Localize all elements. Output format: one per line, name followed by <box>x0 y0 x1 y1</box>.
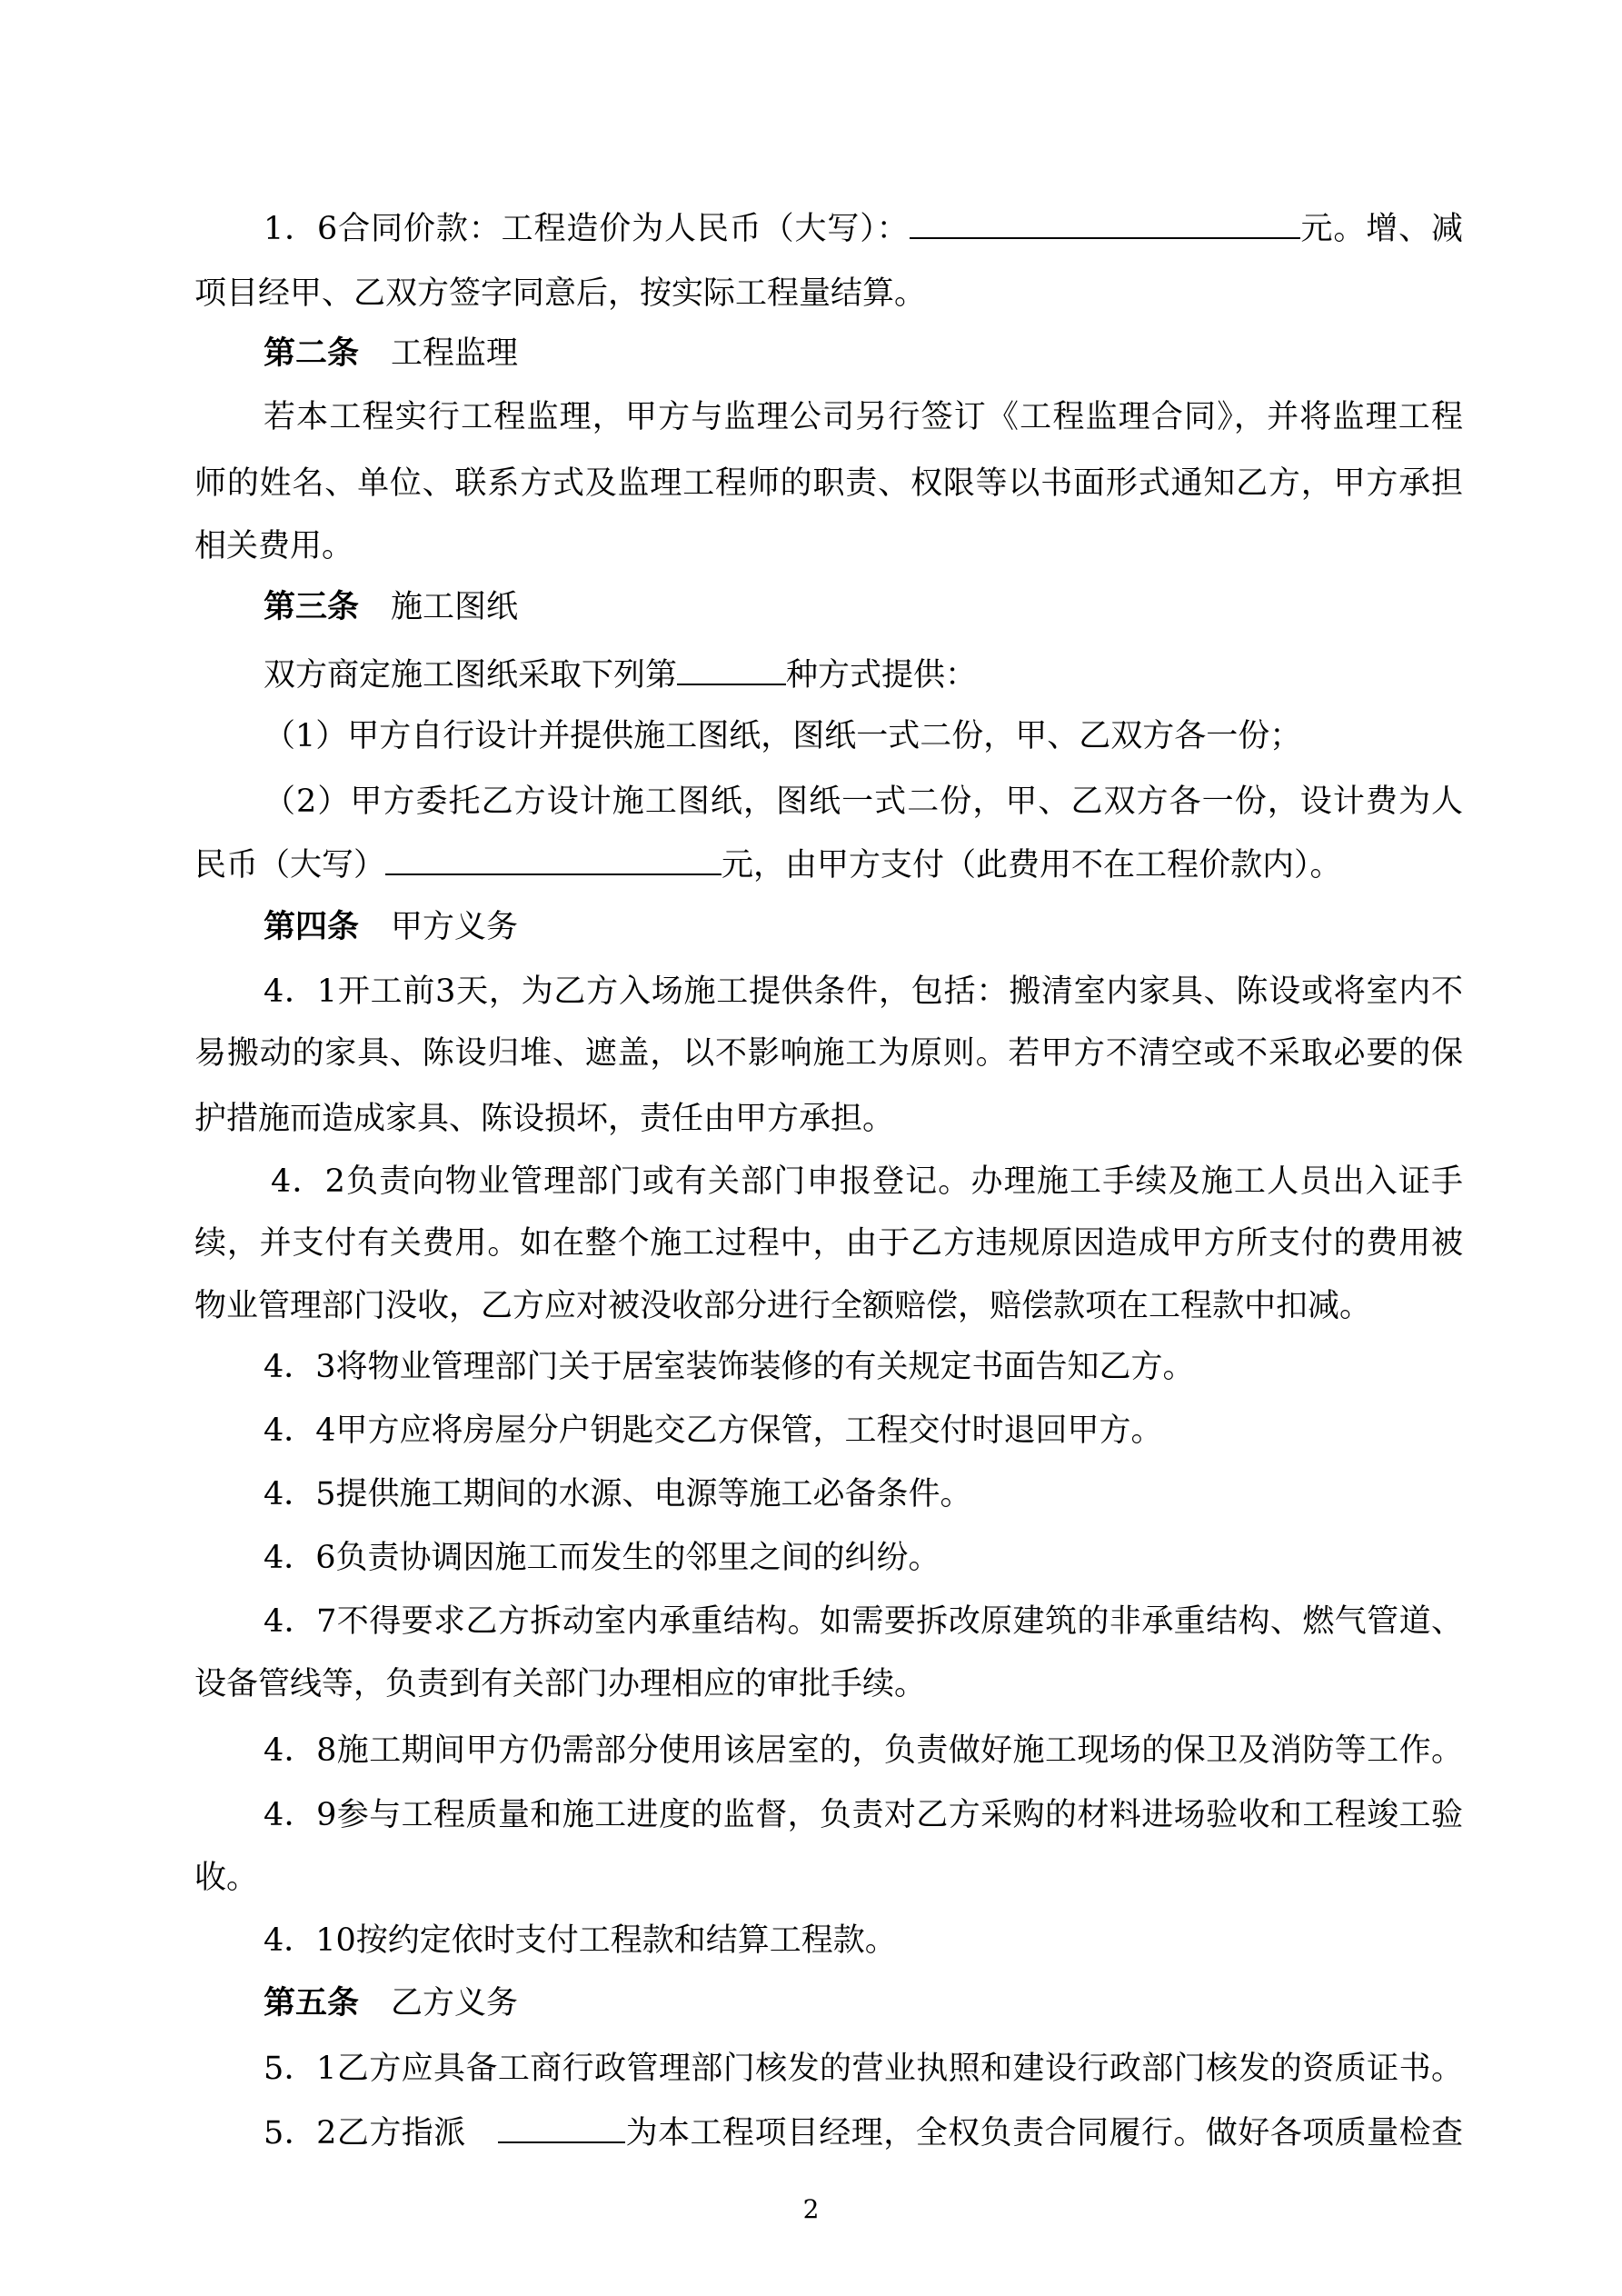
text-segment: 物业管理部门没收，乙方应对被没收部分进行全额赔偿，赔偿款项在工程款中扣减。 <box>194 1288 1372 1324</box>
text-segment: 续，并支付有关费用。如在整个施工过程中，由于乙方违规原因造成甲方所支付的费用被 <box>194 1225 1463 1262</box>
text-segment: （1）甲方自行设计并提供施工图纸，图纸一式二份，甲、乙双方各一份； <box>264 718 1302 754</box>
contract-price-blank-field <box>910 206 1300 239</box>
text-line <box>264 2111 1463 2152</box>
text-segment: 4．7不得要求乙方拆动室内承重结构。如需要拆改原建筑的非承重结构、燃气管道、 <box>264 1603 1463 1640</box>
text-segment: 种方式提供： <box>786 657 978 694</box>
text-segment: 师的姓名、单位、联系方式及监理工程师的职责、权限等以书面形式通知乙方，甲方承担 <box>194 465 1463 502</box>
article-number: 第三条 <box>264 588 360 625</box>
text-segment: 4．1开工前3天，为乙方入场施工提供条件，包括：搬清室内家具、陈设或将室内不 <box>264 973 1463 1010</box>
text-segment: 4．8施工期间甲方仍需部分使用该居室的，负责做好施工现场的保卫及消防等工作。 <box>264 1732 1463 1769</box>
text-segment: 4．5提供施工期间的水源、电源等施工必备条件。 <box>264 1476 972 1512</box>
text-segment: 项目经甲、乙双方签字同意后，按实际工程量结算。 <box>194 275 927 312</box>
drawing-method-blank-field <box>677 653 786 685</box>
text-line <box>194 1285 1371 1327</box>
text-segment: 4．3将物业管理部门关于居室装饰装修的有关规定书面告知乙方。 <box>264 1349 1195 1385</box>
text-line <box>264 1537 940 1579</box>
text-segment: 5．2乙方指派 <box>264 2115 499 2151</box>
text-segment: 护措施而造成家具、陈设损坏，责任由甲方承担。 <box>194 1101 895 1137</box>
text-line <box>194 1857 258 1899</box>
text-segment: 5．1乙方应具备工商行政管理部门核发的营业执照和建设行政部门核发的资质证书。 <box>264 2051 1463 2087</box>
text-segment: 1．6合同价款：工程造价为人民币（大写）： <box>264 211 910 247</box>
text-line <box>264 1410 1163 1452</box>
design-fee-blank-field <box>385 843 721 875</box>
text-line <box>194 1663 926 1705</box>
text-segment: 相关费用。 <box>194 528 354 564</box>
text-line <box>194 273 926 314</box>
text-segment: 乙方义务 <box>359 1985 519 2021</box>
text-line <box>264 1794 1463 1836</box>
text-segment: 工程监理 <box>359 335 519 372</box>
text-segment: 易搬动的家具、陈设归堆、遮盖，以不影响施工为原则。若甲方不清空或不采取必要的保 <box>194 1035 1463 1072</box>
text-line <box>264 396 1463 438</box>
text-segment: 民币（大写） <box>194 847 386 883</box>
text-segment: 元。增、减 <box>1299 211 1463 247</box>
text-line <box>194 1033 1463 1074</box>
text-segment: 若本工程实行工程监理，甲方与监理公司另行签订《工程监理合同》，并将监理工程 <box>264 399 1463 435</box>
text-line <box>271 1161 1463 1203</box>
text-line <box>194 525 353 567</box>
text-segment: 收。 <box>194 1860 259 1896</box>
text-segment: 甲方义务 <box>359 909 519 945</box>
article-number: 第二条 <box>264 334 360 372</box>
text-segment: 设备管线等，负责到有关部门办理相应的审批手续。 <box>194 1666 927 1702</box>
text-line <box>194 1223 1463 1264</box>
article-heading <box>264 1982 518 2024</box>
article-heading <box>264 906 518 948</box>
text-line <box>264 971 1463 1013</box>
text-line <box>264 715 1301 757</box>
text-line <box>194 1098 894 1140</box>
text-line <box>194 843 1342 884</box>
text-segment: 4．4甲方应将房屋分户钥匙交乙方保管，工程交付时退回甲方。 <box>264 1413 1163 1449</box>
project-manager-blank-field <box>498 2111 625 2143</box>
text-line <box>264 1601 1463 1642</box>
text-segment: 双方商定施工图纸采取下列第 <box>264 657 678 694</box>
text-segment: 施工图纸 <box>359 589 519 625</box>
text-segment: 4．6负责协调因施工而发生的邻里之间的纠纷。 <box>264 1540 940 1576</box>
article-heading <box>264 586 518 628</box>
page-number: 2 <box>802 2194 820 2224</box>
text-line <box>264 1473 972 1515</box>
text-segment: 4．2负责向物业管理部门或有关部门申报登记。办理施工手续及施工人员出入证手 <box>271 1163 1463 1200</box>
text-line <box>264 1920 897 1962</box>
text-line <box>264 1730 1463 1772</box>
text-line <box>264 781 1463 823</box>
text-line <box>264 653 977 694</box>
article-number: 第五条 <box>264 1984 360 2021</box>
text-segment: 4．9参与工程质量和施工进度的监督，负责对乙方采购的材料进场验收和工程竣工验 <box>264 1797 1463 1833</box>
text-segment: 元，由甲方支付（此费用不在工程价款内）。 <box>721 847 1342 883</box>
text-segment: 为本工程项目经理，全权负责合同履行。做好各项质量检查 <box>625 2115 1463 2151</box>
text-line <box>264 2048 1463 2090</box>
text-segment: 4．10按约定依时支付工程款和结算工程款。 <box>264 1922 897 1959</box>
text-line <box>264 1346 1195 1388</box>
text-segment: （2）甲方委托乙方设计施工图纸，图纸一式二份，甲、乙双方各一份，设计费为人 <box>264 784 1463 820</box>
text-line <box>264 206 1463 248</box>
article-heading <box>264 333 518 374</box>
article-number: 第四条 <box>264 908 360 945</box>
text-line <box>194 463 1463 504</box>
